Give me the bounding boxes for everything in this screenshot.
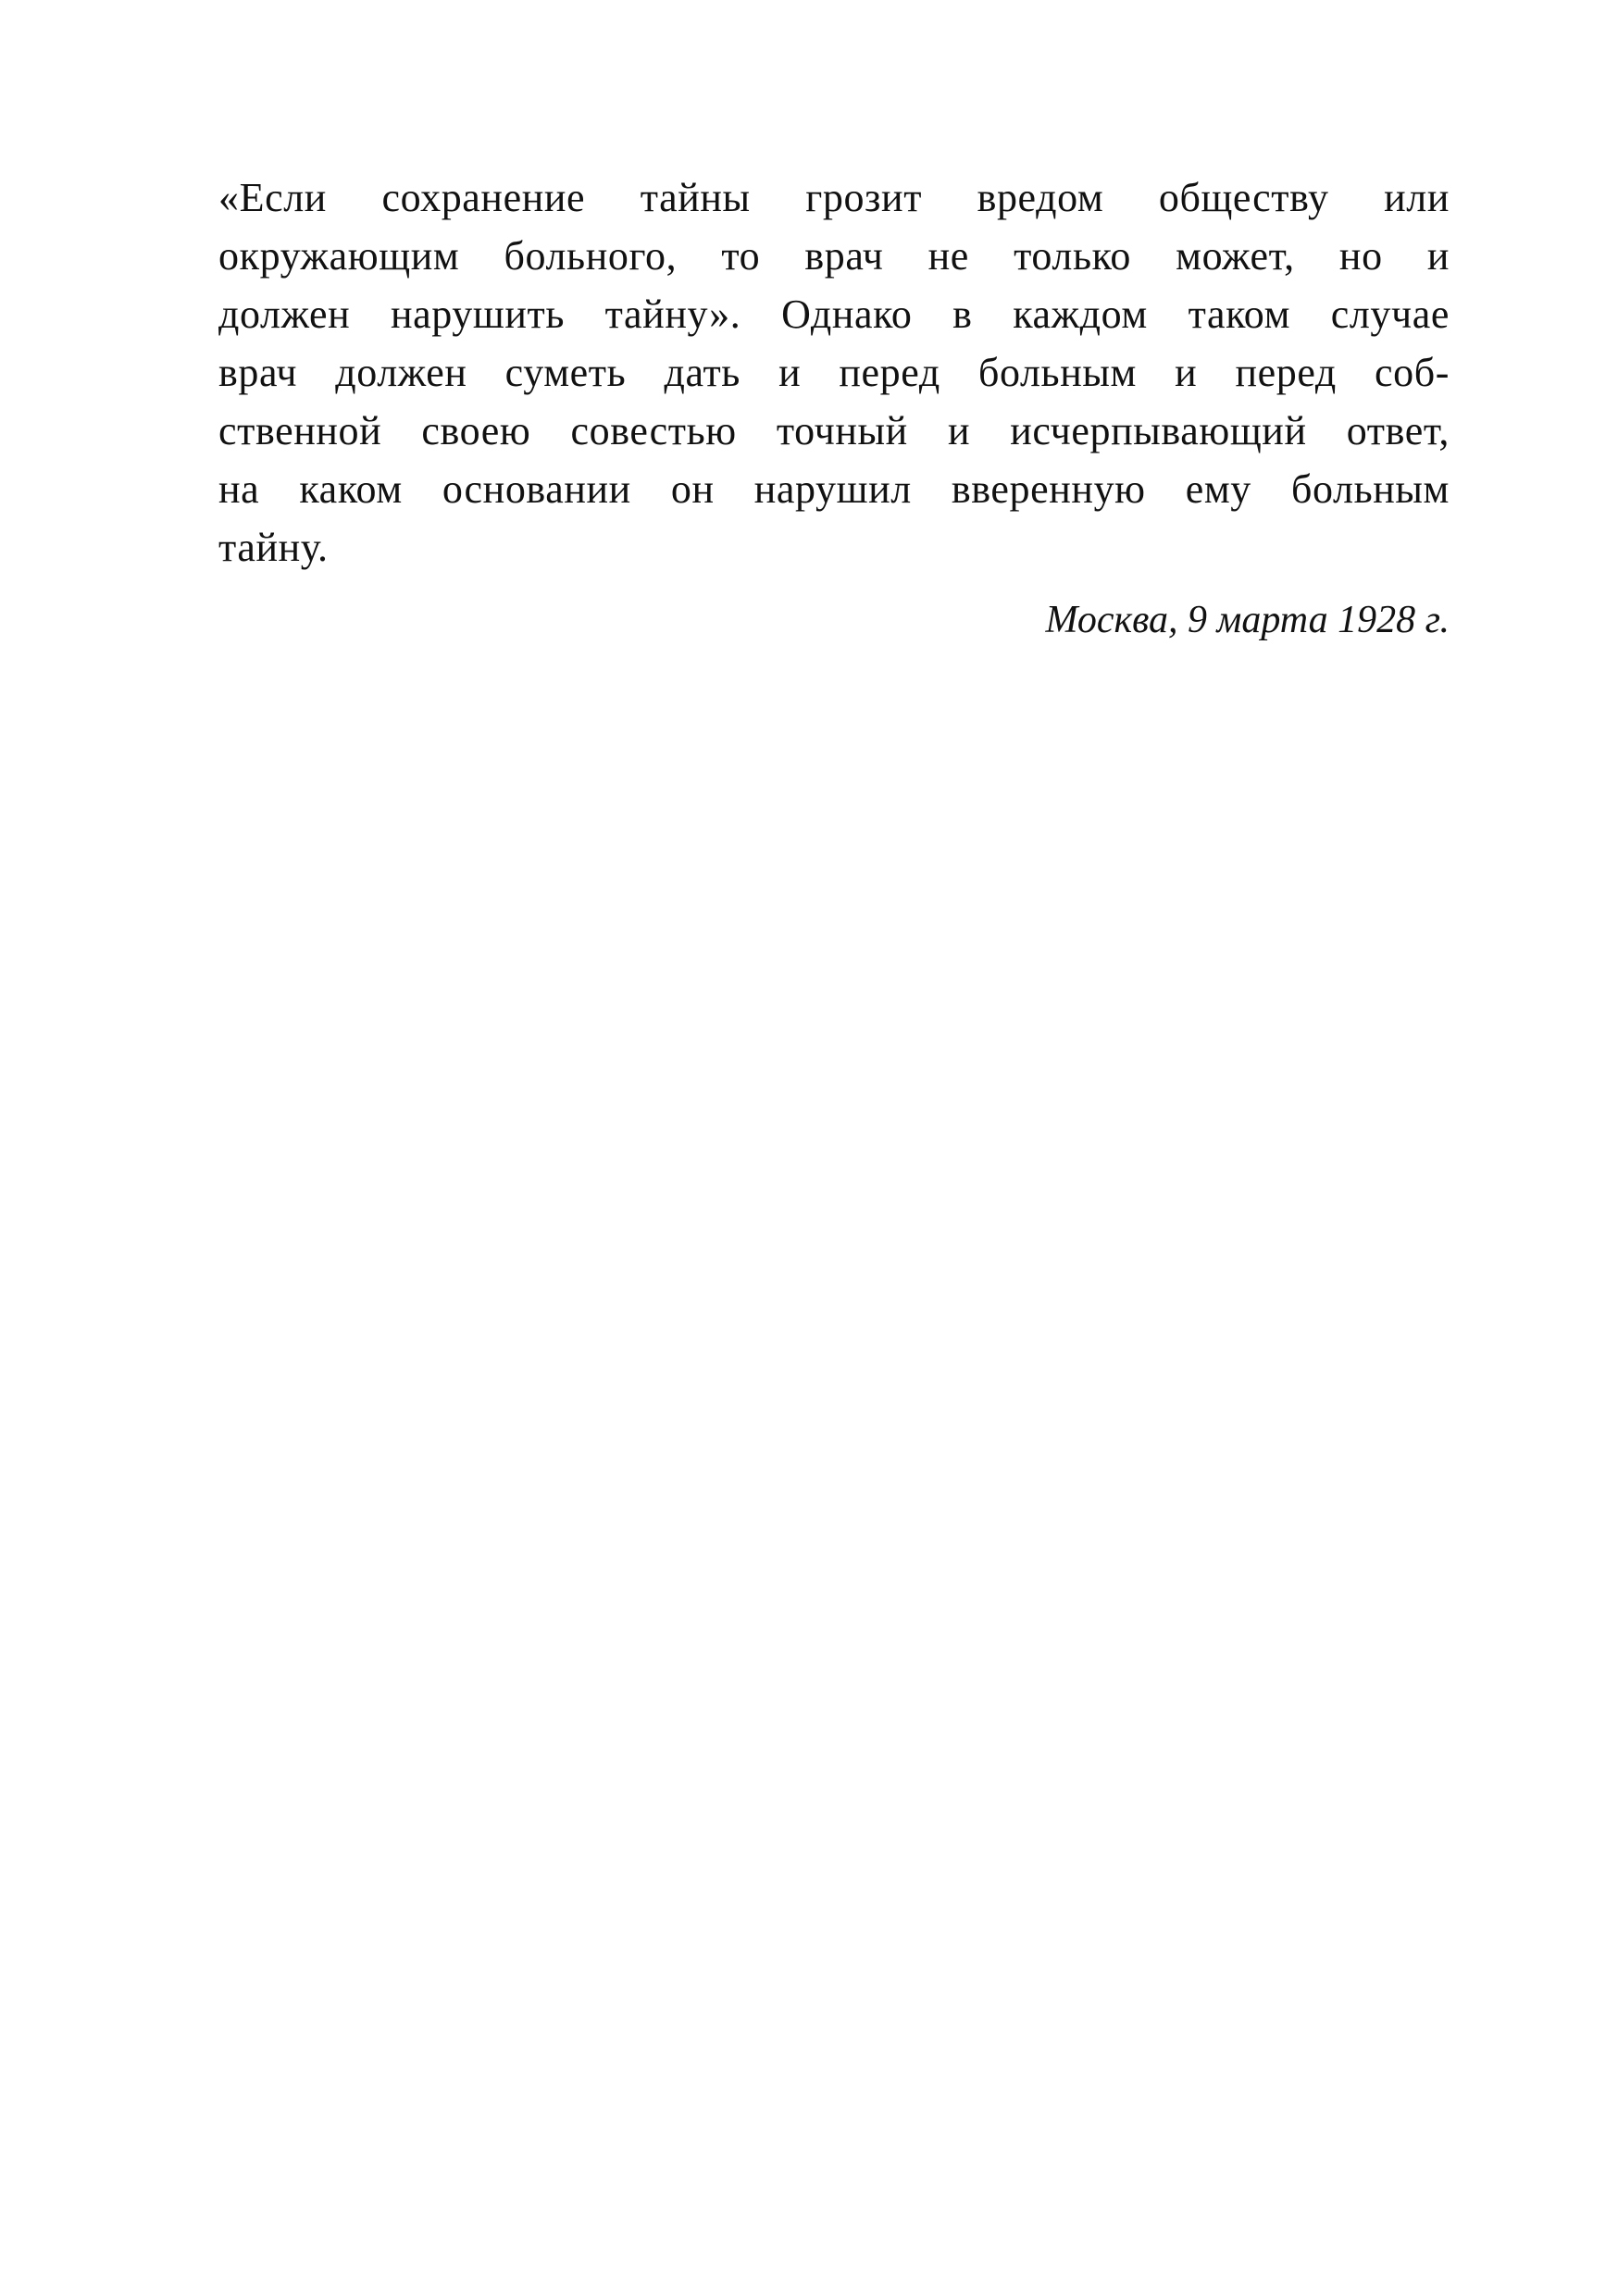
place-date-signature: Москва, 9 марта 1928 г. (1045, 599, 1450, 641)
paragraph-line: окружающим больного, то врач не только может, но и (218, 233, 1450, 279)
body-paragraph (218, 168, 1450, 577)
paragraph-line: врач должен суметь дать и перед больным и перед соб- (218, 350, 1450, 395)
paragraph-line: «Если сохранение тайны грозит вредом обществу или (218, 175, 1450, 220)
paragraph-line: ственной своею совестью точный и исчерпывающий ответ, (218, 408, 1450, 453)
paragraph-line: тайну. (218, 525, 329, 570)
paragraph-line: должен нарушить тайну». Однако в каждом таком случае (218, 292, 1450, 337)
paragraph-line: на каком основании он нарушил вверенную ему больным (218, 466, 1450, 512)
